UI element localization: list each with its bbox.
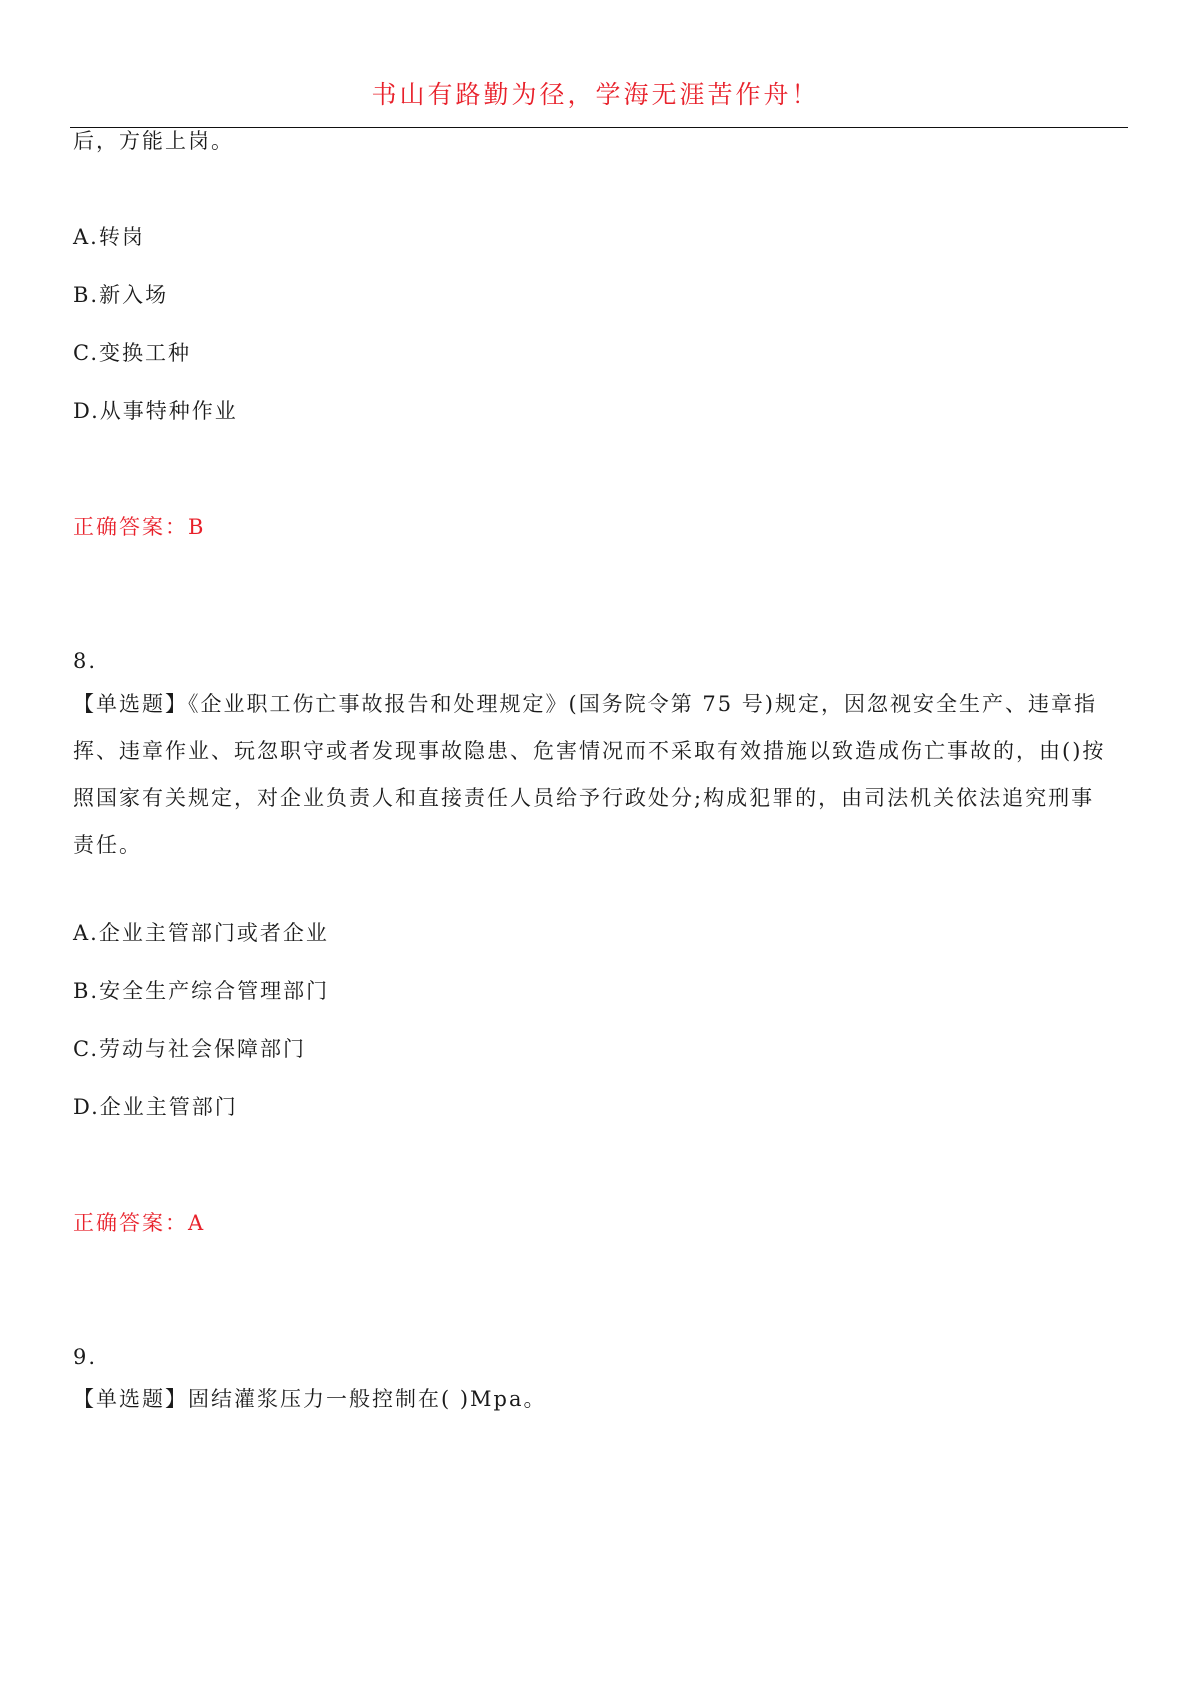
question-8-option-c: C.劳动与社会保障部门 bbox=[73, 1037, 306, 1061]
question-8-option-b: B.安全生产综合管理部门 bbox=[73, 979, 330, 1003]
question-8-text: 【单选题】《企业职工伤亡事故报告和处理规定》(国务院令第 75 号)规定，因忽视安全生产、违章指挥、违章作业、玩忽职守或者发现事故隐患、危害情况而不采取有效措施以致造成伤亡事故的，由()按照国家有关规定，对企业负责人和直接责任人员给予行政处分;构成犯罪的，由司法机关依法追究刑事责任。 bbox=[73, 692, 1106, 857]
question-8-number: 8. bbox=[73, 649, 98, 673]
question-7-answer: 正确答案：B bbox=[73, 515, 206, 539]
header-motto: 书山有路勤为径，学海无涯苦作舟！ bbox=[371, 80, 820, 109]
question-9-number: 9. bbox=[73, 1345, 98, 1369]
question-8-option-a: A.企业主管部门或者企业 bbox=[73, 921, 329, 945]
question-7-tail: 后，方能上岗。 bbox=[73, 129, 234, 153]
question-7-option-d: D.从事特种作业 bbox=[73, 399, 238, 423]
question-8-option-d: D.企业主管部门 bbox=[73, 1095, 238, 1119]
question-9-text: 【单选题】固结灌浆压力一般控制在( )Mpa。 bbox=[73, 1387, 547, 1411]
question-7-option-b: B.新入场 bbox=[73, 283, 169, 307]
question-7-option-c: C.变换工种 bbox=[73, 341, 191, 365]
question-7-option-a: A.转岗 bbox=[73, 225, 145, 249]
question-8-answer: 正确答案：A bbox=[73, 1211, 206, 1235]
